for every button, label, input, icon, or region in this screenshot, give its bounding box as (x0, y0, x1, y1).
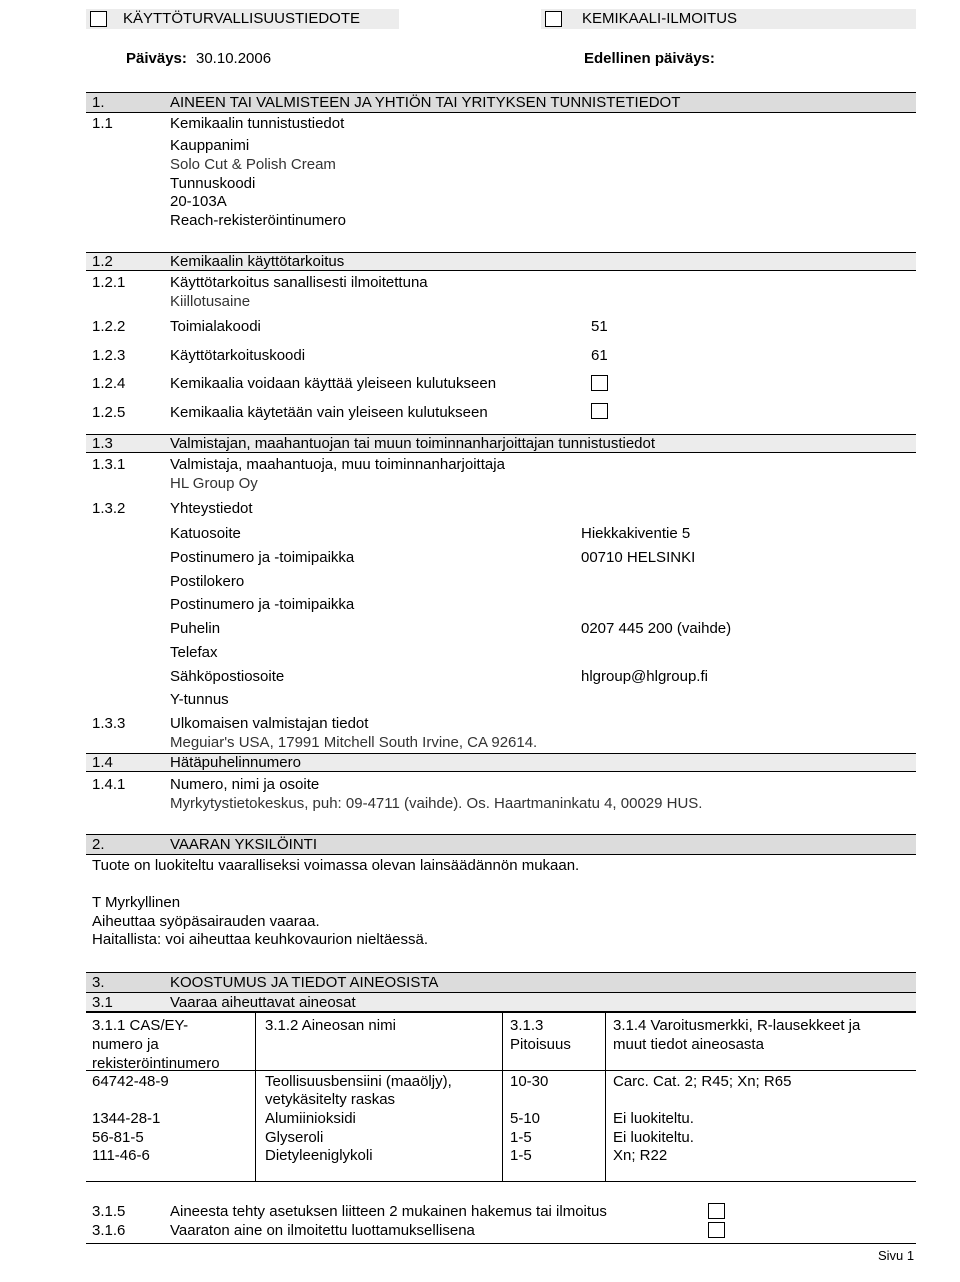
s132-number: 1.3.2 (92, 500, 126, 517)
s11-title: Kemikaalin tunnistustiedot (170, 115, 345, 132)
s12-number: 1.2 (92, 253, 113, 270)
document-title: KÄYTTÖTURVALLISUUSTIEDOTE (123, 10, 360, 27)
table-cell-concentration: 1-5 (510, 1147, 532, 1164)
s141-title: Numero, nimi ja osoite (170, 776, 320, 793)
s131-value: HL Group Oy (170, 475, 258, 492)
table-cell-name: Glyseroli (265, 1129, 324, 1146)
section-3-title: KOOSTUMUS JA TIEDOT AINEOSISTA (170, 974, 439, 991)
s125-title: Kemikaalia käytetään vain yleiseen kulutukseen (170, 404, 488, 421)
s133-value: Meguiar's USA, 17991 Mitchell South Irvine, CA 92614. (170, 734, 538, 751)
s132-title: Yhteystiedot (170, 500, 253, 517)
s122-title: Toimialakoodi (170, 318, 261, 335)
reach-label: Reach-rekisteröintinumero (170, 212, 346, 229)
s121-value: Kiillotusaine (170, 293, 251, 310)
section-2-title: VAARAN YKSILÖINTI (170, 836, 317, 853)
contact-value: hlgroup@hlgroup.fi (581, 668, 708, 685)
section-1-number: 1. (92, 94, 105, 111)
s123-number: 1.2.3 (92, 347, 126, 364)
s316-title: Vaaraton aine on ilmoitettu luottamuksellisena (170, 1222, 475, 1239)
s131-number: 1.3.1 (92, 456, 126, 473)
previous-date-label: Edellinen päiväys: (584, 50, 715, 67)
col-header-concentration: 3.1.3 Pitoisuus (510, 1017, 571, 1053)
s13-number: 1.3 (92, 435, 113, 452)
notification-title: KEMIKAALI-ILMOITUS (582, 10, 738, 27)
s133-title: Ulkomaisen valmistajan tiedot (170, 715, 369, 732)
table-cell-concentration: 10-30 (510, 1073, 549, 1090)
contact-label: Y-tunnus (170, 691, 229, 708)
code-value: 20-103A (170, 193, 227, 210)
table-cell-name: Dietyleeniglykoli (265, 1147, 373, 1164)
s141-number: 1.4.1 (92, 776, 126, 793)
contact-label: Telefax (170, 644, 218, 661)
table-cell-classification: Ei luokiteltu. (613, 1110, 694, 1127)
s131-title: Valmistaja, maahantuoja, muu toiminnanharjoittaja (170, 456, 505, 473)
s315-checkbox[interactable] (708, 1203, 725, 1219)
s123-value: 61 (591, 347, 608, 364)
contact-label: Katuosoite (170, 525, 241, 542)
section-3-number: 3. (92, 974, 105, 991)
table-cell-concentration: 5-10 (510, 1110, 541, 1127)
s12-title: Kemikaalin käyttötarkoitus (170, 253, 345, 270)
s31-number: 3.1 (92, 994, 113, 1011)
table-cell-cas: 111-46-6 (92, 1147, 150, 1164)
s121-number: 1.2.1 (92, 274, 126, 291)
s125-checkbox[interactable] (591, 403, 608, 419)
s124-title: Kemikaalia voidaan käyttää yleiseen kulutukseen (170, 375, 497, 392)
trade-name-value: Solo Cut & Polish Cream (170, 156, 336, 173)
section-1-title: AINEEN TAI VALMISTEEN JA YHTIÖN TAI YRITYKSEN TUNNISTETIEDOT (170, 94, 681, 111)
contact-value: 0207 445 200 (vaihde) (581, 620, 732, 637)
s31-title: Vaaraa aiheuttavat aineosat (170, 994, 356, 1011)
col-header-classification: 3.1.4 Varoitusmerkki, R-lausekkeet ja muut tiedot aineosasta (613, 1017, 861, 1053)
s13-title: Valmistajan, maahantuojan tai muun toiminnanharjoittajan tunnistustiedot (170, 435, 656, 452)
table-cell-classification: Xn; R22 (613, 1147, 668, 1164)
document-type-checkbox[interactable] (90, 11, 107, 27)
s141-value: Myrkytystietokeskus, puh: 09-4711 (vaihde). Os. Haartmaninkatu 4, 00029 HUS. (170, 795, 703, 812)
col-header-name: 3.1.2 Aineosan nimi (265, 1017, 396, 1034)
s11-number: 1.1 (92, 115, 113, 132)
table-cell-cas: 1344-28-1 (92, 1110, 161, 1127)
notification-type-checkbox[interactable] (545, 11, 562, 27)
table-cell-classification: Carc. Cat. 2; R45; Xn; R65 (613, 1073, 792, 1090)
s315-number: 3.1.5 (92, 1203, 126, 1220)
table-cell-name: vetykäsitelty raskas (265, 1091, 396, 1108)
s316-number: 3.1.6 (92, 1222, 126, 1239)
trade-name-label: Kauppanimi (170, 137, 250, 154)
col-header-cas: 3.1.1 CAS/EY- numero ja rekisteröintinumero (92, 1017, 220, 1072)
contact-label: Sähköpostiosoite (170, 668, 285, 685)
table-cell-name: Alumiinioksidi (265, 1110, 356, 1127)
footer-divider (86, 1243, 916, 1244)
code-label: Tunnuskoodi (170, 175, 256, 192)
page-number: Sivu 1 (878, 1248, 915, 1263)
s122-value: 51 (591, 318, 608, 335)
s124-number: 1.2.4 (92, 375, 126, 392)
hazard-text: Tuote on luokiteltu vaaralliseksi voimassa olevan lainsäädännön mukaan. (92, 857, 580, 874)
s121-title: Käyttötarkoitus sanallisesti ilmoitettuna (170, 274, 428, 291)
table-cell-classification: Ei luokiteltu. (613, 1129, 694, 1146)
table-cell-concentration: 1-5 (510, 1129, 532, 1146)
table-cell-cas: 64742-48-9 (92, 1073, 169, 1090)
s133-number: 1.3.3 (92, 715, 126, 732)
section-2-number: 2. (92, 836, 105, 853)
s315-title: Aineesta tehty asetuksen liitteen 2 mukainen hakemus tai ilmoitus (170, 1203, 607, 1220)
s125-number: 1.2.5 (92, 404, 126, 421)
s316-checkbox[interactable] (708, 1222, 725, 1238)
date-value: 30.10.2006 (196, 50, 272, 67)
date-label: Päiväys: (126, 50, 187, 67)
contact-label: Postilokero (170, 573, 245, 590)
hazard-text: T Myrkyllinen (92, 894, 181, 911)
hazard-text: Aiheuttaa syöpäsairauden vaaraa. (92, 913, 320, 930)
s123-title: Käyttötarkoituskoodi (170, 347, 306, 364)
s14-title: Hätäpuhelinnumero (170, 754, 301, 771)
s122-number: 1.2.2 (92, 318, 126, 335)
table-cell-name: Teollisuusbensiini (maaöljy), (265, 1073, 452, 1090)
contact-label: Puhelin (170, 620, 221, 637)
table-cell-cas: 56-81-5 (92, 1129, 144, 1146)
s124-checkbox[interactable] (591, 375, 608, 391)
contact-value: Hiekkakiventie 5 (581, 525, 691, 542)
contact-label: Postinumero ja -toimipaikka (170, 596, 355, 613)
s14-number: 1.4 (92, 754, 113, 771)
contact-label: Postinumero ja -toimipaikka (170, 549, 355, 566)
contact-value: 00710 HELSINKI (581, 549, 696, 566)
hazard-text: Haitallista: voi aiheuttaa keuhkovaurion nieltäessä. (92, 931, 429, 948)
